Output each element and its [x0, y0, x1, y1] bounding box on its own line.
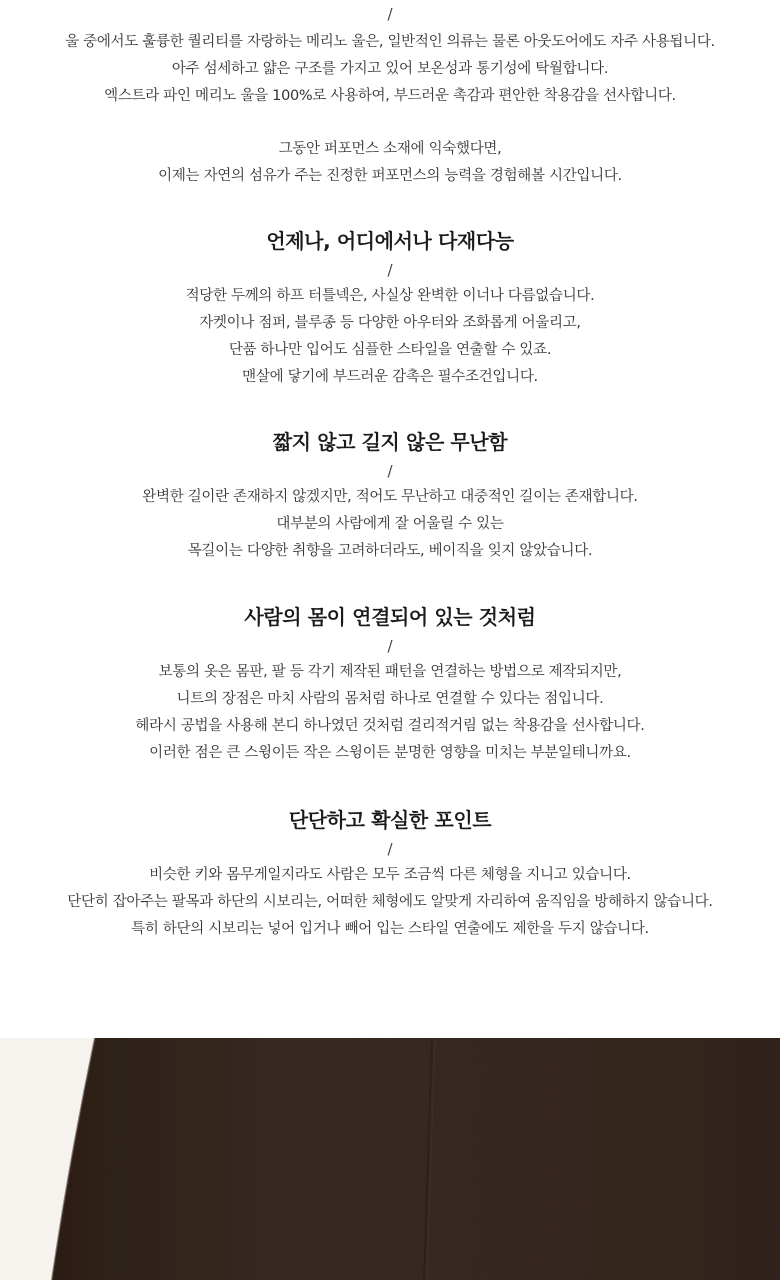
- garment-body: [52, 1038, 780, 1280]
- intro-line: 엑스트라 파인 메리노 울을 100%로 사용하여, 부드러운 촉감과 편안한 착용감을 선사합니다.: [104, 88, 676, 104]
- section-length: [0, 429, 780, 565]
- section-title: 단단하고 확실한 포인트: [288, 808, 492, 832]
- section-versatile: [0, 228, 780, 391]
- section-line: 비슷한 키와 몸무게일지라도 사람은 모두 조금씩 다른 체형을 지니고 있습니다.: [149, 867, 631, 883]
- section-line: 보통의 옷은 몸판, 팔 등 각기 제작된 패턴을 연결하는 방법으로 제작되지만,: [158, 664, 622, 680]
- knit-fabric-image: [0, 1038, 780, 1280]
- section-line: 헤라시 공법을 사용해 본디 하나였던 것처럼 걸리적거림 없는 착용감을 선사합니다.: [135, 718, 645, 734]
- section-line: 맨살에 닿기에 부드러운 감촉은 필수조건입니다.: [242, 369, 538, 385]
- section-title: 사람의 몸이 연결되어 있는 것처럼: [244, 605, 536, 629]
- section-line: 적당한 두께의 하프 터틀넥은, 사실상 완벽한 이너나 다름없습니다.: [185, 288, 595, 304]
- intro-closing-line: 그동안 퍼포먼스 소재에 익숙했다면,: [278, 141, 502, 157]
- section-line: 완벽한 길이란 존재하지 않겠지만, 적어도 무난하고 대중적인 길이는 존재합니다.: [142, 489, 638, 505]
- intro-block: [0, 4, 780, 110]
- divider-slash: /: [387, 261, 393, 279]
- section-line: 대부분의 사람에게 잘 어울릴 수 있는: [276, 516, 504, 532]
- divider-slash: /: [387, 637, 393, 655]
- product-photo: [0, 1038, 780, 1280]
- section-connected: [0, 604, 780, 767]
- intro-line: 울 중에서도 훌륭한 퀄리티를 자랑하는 메리노 울은, 일반적인 의류는 물론 아웃도어에도 자주 사용됩니다.: [65, 34, 715, 50]
- divider-slash: /: [387, 840, 393, 858]
- section-line: 니트의 장점은 마치 사람의 몸처럼 하나로 연결할 수 있다는 점입니다.: [176, 691, 604, 707]
- section-point: [0, 807, 780, 943]
- section-line: 특히 하단의 시보리는 넣어 입거나 빼어 입는 스타일 연출에도 제한을 두지 않습니다.: [131, 921, 649, 937]
- divider-slash: /: [387, 462, 393, 480]
- divider-slash: /: [387, 5, 393, 23]
- section-line: 자켓이나 점퍼, 블루종 등 다양한 아우터와 조화롭게 어울리고,: [199, 315, 581, 331]
- section-line: 단단히 잡아주는 팔목과 하단의 시보리는, 어떠한 체형에도 알맞게 자리하여 움직임을 방해하지 않습니다.: [67, 894, 713, 910]
- section-line: 이러한 점은 큰 스윙이든 작은 스윙이든 분명한 영향을 미치는 부분일테니까요.: [149, 745, 631, 761]
- section-line: 단품 하나만 입어도 심플한 스타일을 연출할 수 있죠.: [228, 342, 552, 358]
- section-line: 목길이는 다양한 취향을 고려하더라도, 베이직을 잊지 않았습니다.: [187, 543, 593, 559]
- section-title: 짧지 않고 길지 않은 무난함: [272, 430, 508, 454]
- section-title: 언제나, 어디에서나 다재다능: [266, 229, 514, 253]
- intro-closing: [0, 136, 780, 190]
- intro-line: 아주 섬세하고 얇은 구조를 가지고 있어 보온성과 통기성에 탁월합니다.: [171, 61, 609, 77]
- intro-closing-line: 이제는 자연의 섬유가 주는 진정한 퍼포먼스의 능력을 경험해볼 시간입니다.: [158, 168, 622, 184]
